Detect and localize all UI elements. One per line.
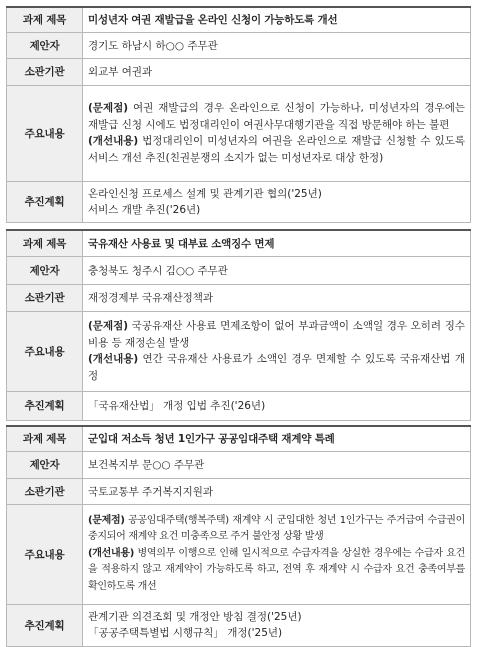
improve-text: 법정대리인이 미성년자의 여권을 온라인으로 재발급 신청할 수 있도록 서비스 개선 추진(친권분쟁의 소지가 없는 미성년자로 대상 한정) — [88, 135, 465, 164]
topic-header: 과제 제목 — [7, 230, 83, 256]
problem-paragraph — [88, 318, 465, 351]
problem-label: (문제점) — [88, 514, 125, 526]
improve-label: (개선내용) — [88, 135, 139, 147]
plan-cell — [83, 181, 471, 222]
problem-label: (문제점) — [88, 320, 129, 332]
improve-text: 병역의무 이행으로 인해 일시적으로 수급자격을 상실한 경우에는 수급자 요건을 적용하지 않고 재계약이 가능하도록 하고, 전역 후 재계약 시 수급자 요건 충족여부를 확인하도록 개선 — [88, 547, 465, 592]
agency-header: 소관기관 — [7, 58, 83, 85]
plan-header: 추진계획 — [7, 391, 83, 420]
plan-header: 추진계획 — [7, 604, 83, 646]
proposal-title: 미성년자 여권 재발급을 온라인 신청이 가능하도록 개선 — [83, 7, 471, 32]
improve-paragraph — [88, 351, 465, 384]
plan-line: 관계기관 의견조회 및 개정안 방침 결정('25년) — [88, 611, 302, 623]
plan-cell — [83, 391, 471, 420]
improve-text: 연간 국유재산 사용료가 소액인 경우 면제할 수 있도록 국유재산법 개정 — [88, 353, 466, 382]
proposal-table-3 — [6, 425, 471, 647]
problem-text: 여권 재발급의 경우 온라인으로 신청이 가능하나, 미성년자의 경우에는 재발급 신청 시에도 법정대리인이 여권사무대행기관을 직접 방문해야 하는 불편 — [88, 102, 465, 131]
proposer-header: 제안자 — [7, 451, 83, 478]
content-header: 주요내용 — [7, 85, 83, 181]
problem-label: (문제점) — [88, 102, 129, 114]
proposer-value: 경기도 하남시 하○○ 주무관 — [83, 32, 471, 58]
plan-line: 「국유재산법」 개정 입법 추진('26년) — [88, 399, 266, 412]
improve-paragraph — [88, 133, 465, 166]
proposal-title: 국유재산 사용료 및 대부료 소액징수 면제 — [83, 230, 471, 256]
problem-paragraph — [88, 100, 465, 133]
proposal-table-2 — [6, 229, 471, 421]
plan-line: 서비스 개발 추진('26년) — [88, 203, 201, 216]
proposal-title: 군입대 저소득 청년 1인가구 공공임대주택 재계약 특례 — [83, 426, 471, 451]
proposal-table-1 — [6, 6, 471, 223]
problem-text: 공공임대주택(행복주택) 재계약 시 군입대한 청년 1인가구는 주거급여 수급권이 중지되어 재계약 요건 미충족으로 주거 불안정 상황 발생 — [88, 514, 465, 543]
improve-paragraph — [88, 546, 465, 596]
proposer-value: 충청북도 청주시 김○○ 주무관 — [83, 256, 471, 284]
proposer-header: 제안자 — [7, 32, 83, 58]
content-cell — [83, 85, 471, 181]
improve-label: (개선내용) — [88, 547, 134, 559]
agency-header: 소관기관 — [7, 284, 83, 311]
agency-value: 재정경제부 국유재산정책과 — [83, 284, 471, 311]
content-header: 주요내용 — [7, 311, 83, 391]
topic-header: 과제 제목 — [7, 7, 83, 32]
plan-cell — [83, 604, 471, 646]
proposer-header: 제안자 — [7, 256, 83, 284]
plan-line: 「공공주택특별법 시행규칙」 개정('25년) — [88, 627, 283, 639]
agency-value: 국토교통부 주거복지지원과 — [83, 478, 471, 504]
improve-label: (개선내용) — [88, 353, 139, 365]
problem-paragraph — [88, 513, 465, 546]
content-header: 주요내용 — [7, 504, 83, 604]
content-cell — [83, 311, 471, 391]
agency-value: 외교부 여권과 — [83, 58, 471, 85]
problem-text: 국공유재산 사용료 면제조항이 없어 부과금액이 소액일 경우 오히려 징수비용 등 재정손실 발생 — [88, 320, 465, 349]
plan-header: 추진계획 — [7, 181, 83, 222]
topic-header: 과제 제목 — [7, 426, 83, 451]
proposer-value: 보건복지부 문○○ 주무관 — [83, 451, 471, 478]
content-cell — [83, 504, 471, 604]
agency-header: 소관기관 — [7, 478, 83, 504]
plan-line: 온라인신청 프로세스 설계 및 관계기관 협의('25년) — [88, 187, 322, 200]
